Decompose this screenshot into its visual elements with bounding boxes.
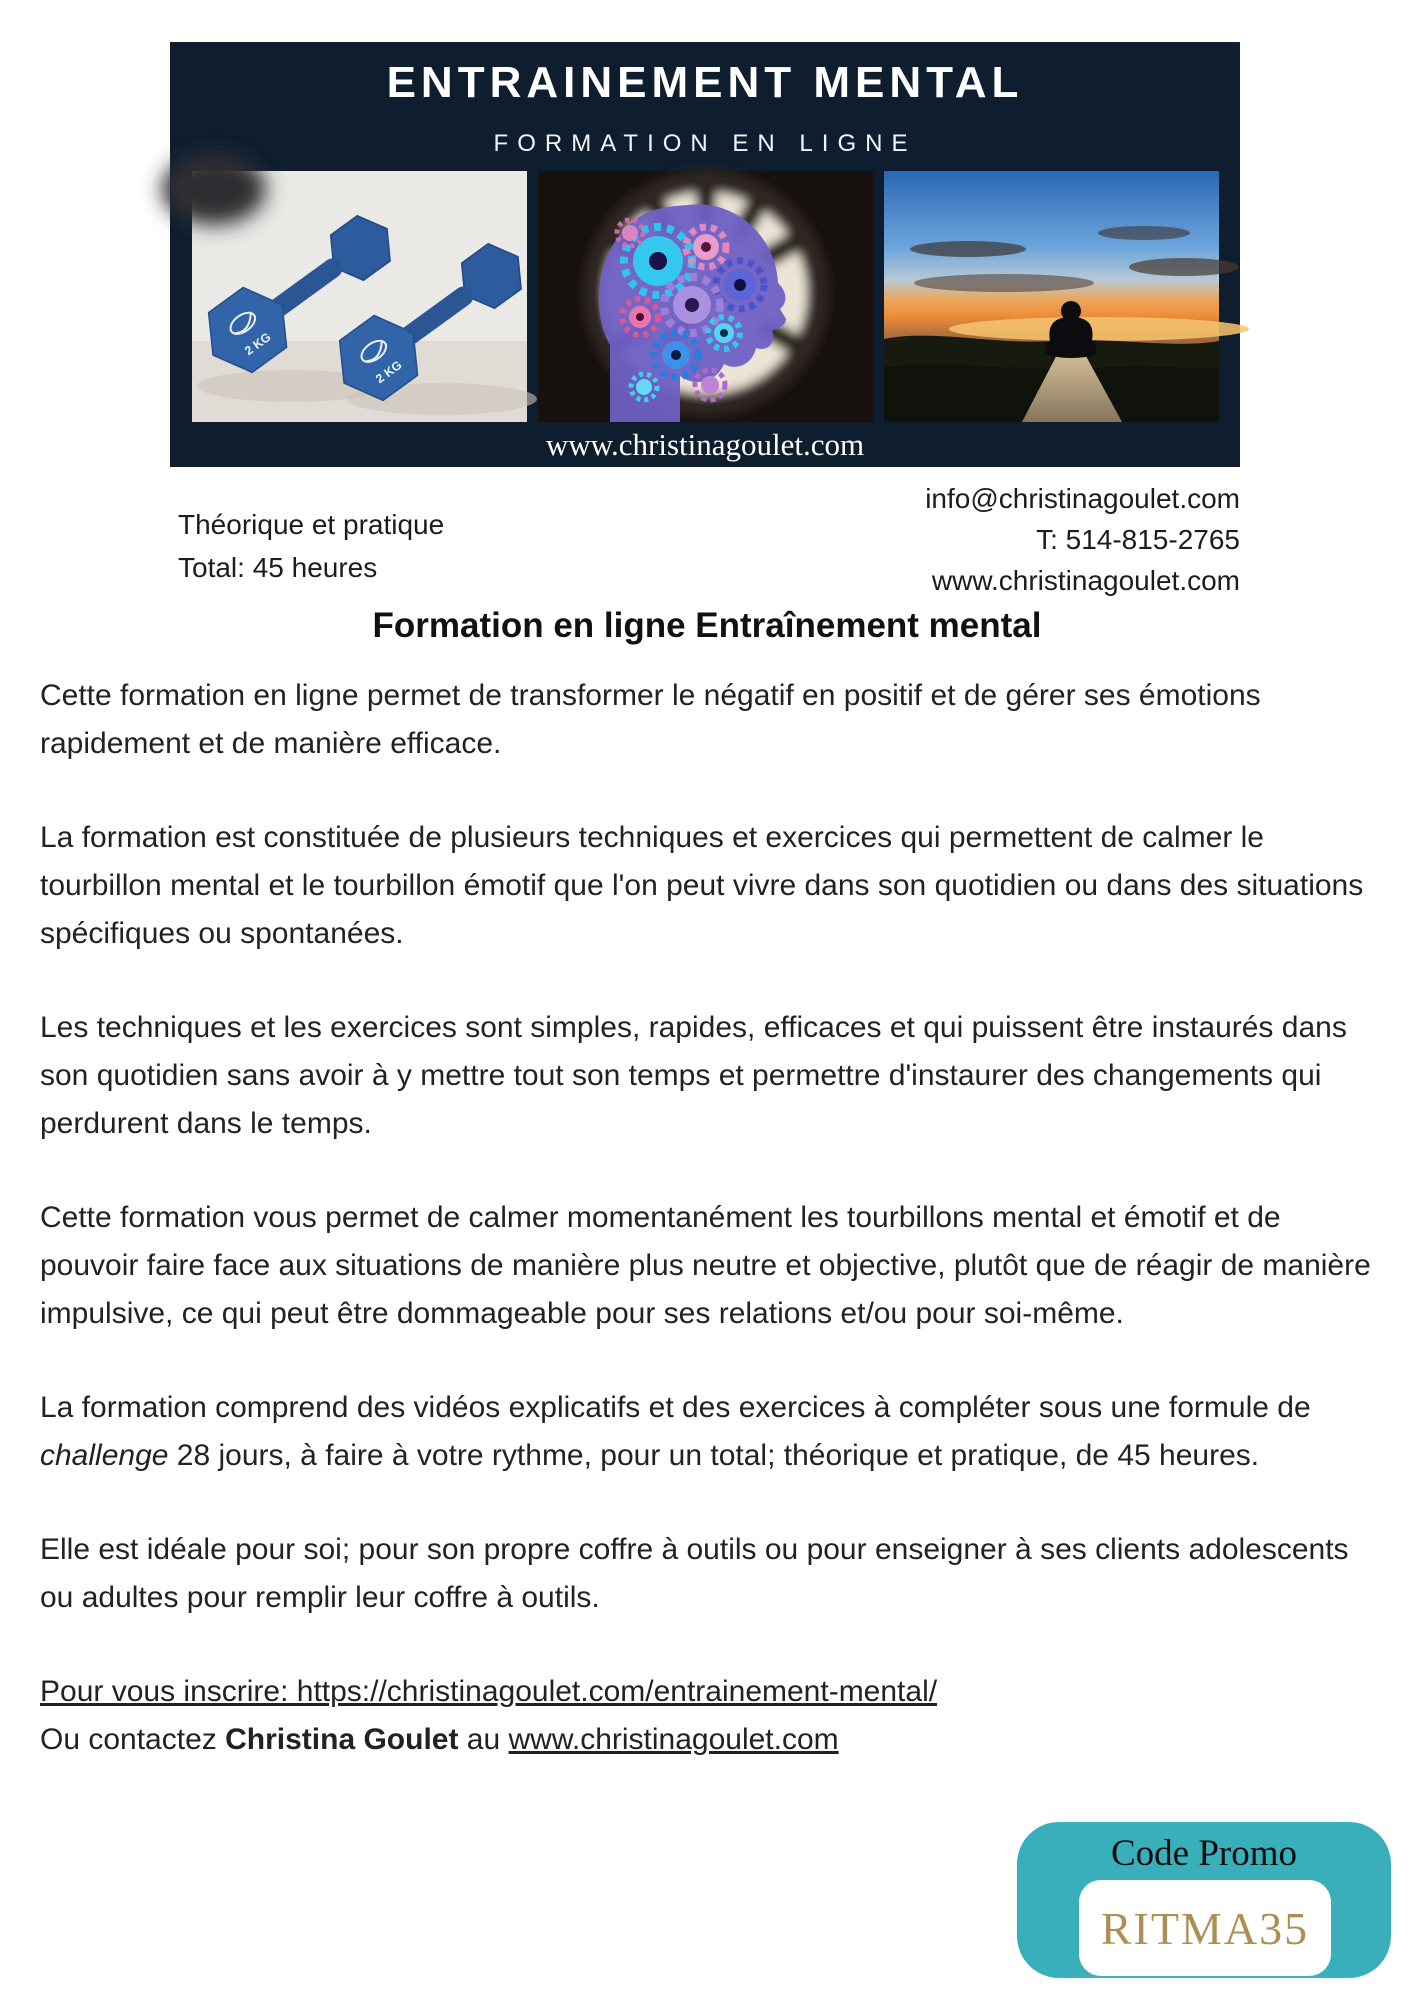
course-info xyxy=(178,503,444,589)
gears-head-image xyxy=(538,171,873,422)
paragraph-3: Les techniques et les exercices sont simples, rapides, efficaces et qui puissent être instaurés dans son quotidien sans avoir à y mettre tout son temps et permettre d'instaurer des changements qui perdurent dans le temps. xyxy=(40,1011,1347,1140)
paragraph-1: Cette formation en ligne permet de transformer le négatif en positif et de gérer ses émotions rapidement et de manière efficace. xyxy=(40,679,1261,760)
page-title: Formation en ligne Entraînement mental xyxy=(372,606,1042,645)
dumbbells-photo xyxy=(88,171,527,422)
course-format-line: Théorique et pratique xyxy=(178,509,445,540)
header-banner xyxy=(88,42,1240,467)
body-text xyxy=(40,672,1378,1764)
banner-photo-row xyxy=(88,171,1240,422)
contact-website: www.christinagoulet.com xyxy=(931,565,1240,596)
gears-head-photo xyxy=(538,171,873,422)
contact-phone: T: 514-815-2765 xyxy=(1036,524,1240,555)
paragraph-6: Elle est idéale pour soi; pour son propre coffre à outils ou pour enseigner à ses clients adolescents ou adultes pour remplir leur coffre à outils. xyxy=(40,1533,1349,1614)
promo-label: Code Promo xyxy=(1110,1833,1298,1874)
promo-code: RITMA35 xyxy=(1100,1902,1310,1954)
meditation-photo xyxy=(884,171,1219,422)
dumbbells-image: 2 KG xyxy=(192,171,527,422)
paragraph-5 xyxy=(40,1384,1378,1480)
contact-email: info@christinagoulet.com xyxy=(925,483,1240,514)
banner-subtitle: FORMATION EN LIGNE xyxy=(493,130,917,157)
contact-info xyxy=(925,478,1240,601)
challenge-word: challenge xyxy=(40,1439,169,1472)
contact-person-name: Christina Goulet xyxy=(225,1723,459,1756)
paragraph-5-text-end: 28 jours, à faire à votre rythme, pour un total; théorique et pratique, de 45 heures. xyxy=(168,1439,1260,1472)
course-hours-line: Total: 45 heures xyxy=(178,552,378,583)
banner-title: ENTRAINEMENT MENTAL xyxy=(386,58,1024,107)
signup-block xyxy=(40,1668,1378,1764)
paragraph-2: La formation est constituée de plusieurs techniques et exercices qui permettent de calmer le tourbillon mental et le tourbillon émotif que l'on peut vivre dans son quotidien ou dans des situations spécifiques ou spontanées. xyxy=(40,821,1364,950)
signup-link[interactable]: Pour vous inscrire: https://christinagoulet.com/entrainement-mental/ xyxy=(40,1675,938,1708)
paragraph-5-text: La formation comprend des vidéos explicatifs et des exercices à compléter sous une formule de xyxy=(40,1391,1311,1424)
banner-website: www.christinagoulet.com xyxy=(545,427,865,462)
meditation-image xyxy=(884,171,1219,422)
contact-line xyxy=(40,1723,839,1756)
promo-badge xyxy=(1017,1822,1391,1978)
promo-code-box xyxy=(1079,1880,1331,1976)
contact-line-text-2: au xyxy=(458,1723,509,1756)
paragraph-4: Cette formation vous permet de calmer momentanément les tourbillons mental et émotif et de pouvoir faire face aux situations de manière plus neutre et objective, plutôt que de réagir de manière impulsive, ce qui peut être dommageable pour ses relations et/ou pour soi-même. xyxy=(40,1201,1371,1330)
contact-website-link[interactable]: www.christinagoulet.com xyxy=(508,1723,839,1756)
contact-line-text: Ou contactez xyxy=(40,1723,226,1756)
